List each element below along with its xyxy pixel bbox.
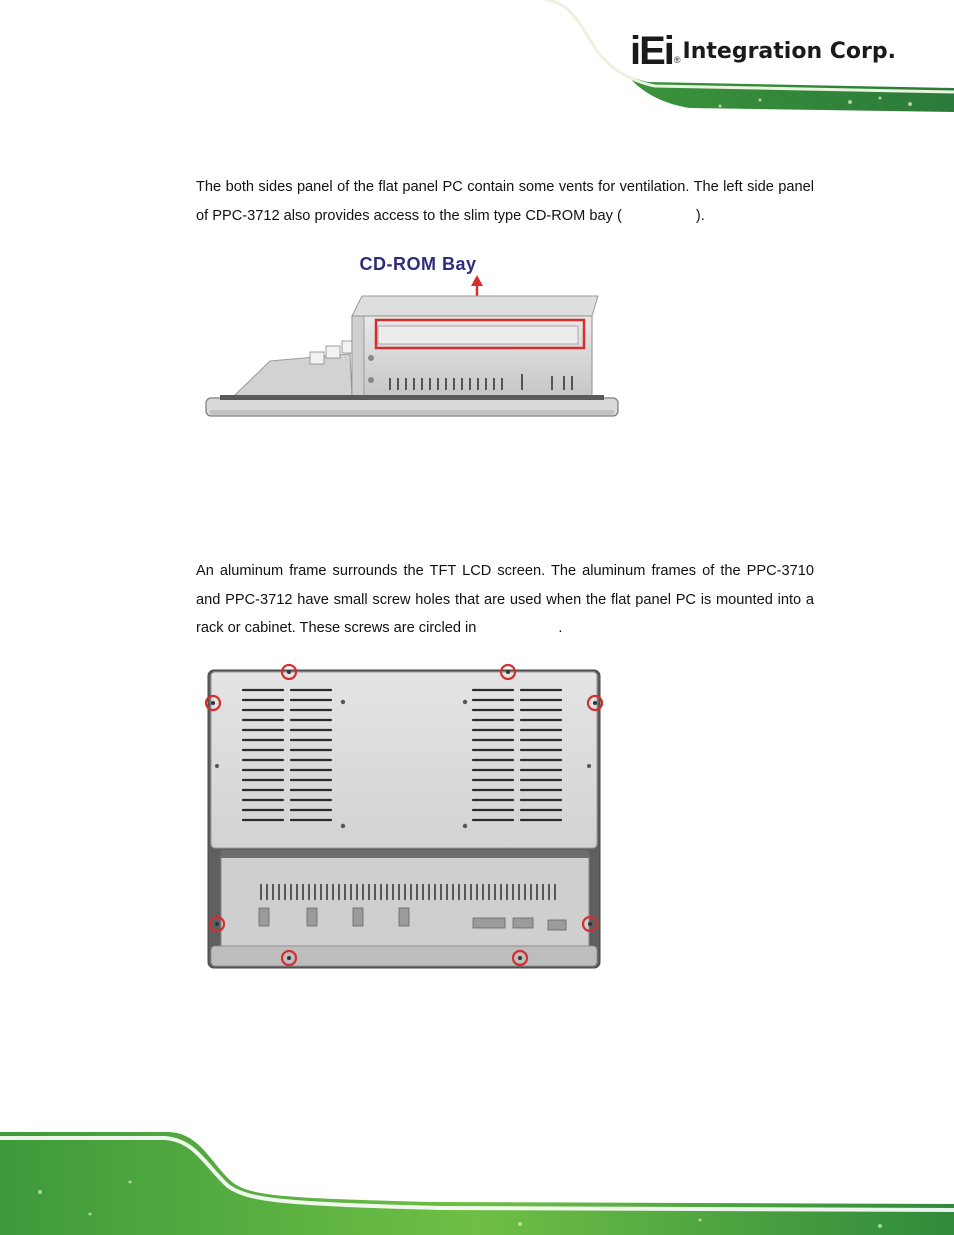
aluminum-frame-paragraph xyxy=(196,557,814,643)
display-rear-panel xyxy=(234,354,352,396)
chassis-top xyxy=(352,296,598,316)
cover-screw xyxy=(215,764,219,768)
screw xyxy=(368,355,374,361)
bezel-gasket xyxy=(220,395,604,400)
cd-rom-bay-label: CD-ROM Bay xyxy=(359,254,477,274)
side-panel-paragraph xyxy=(196,173,814,230)
mounting-screw xyxy=(593,701,597,705)
connector xyxy=(326,346,340,358)
bottom-frame xyxy=(211,946,597,966)
screw xyxy=(368,377,374,383)
brand-logo xyxy=(630,28,896,74)
cd-rom-slot xyxy=(378,326,578,344)
mounting-screw xyxy=(215,922,219,926)
rear-view-figure xyxy=(203,660,605,972)
logo-text: Integration Corp. xyxy=(682,38,896,64)
io-connector-strip xyxy=(221,850,589,858)
mounting-screw xyxy=(287,670,291,674)
cover-screw xyxy=(587,764,591,768)
side-panel-figure xyxy=(200,246,624,442)
cover-screw xyxy=(463,700,467,704)
callout-arrow-head xyxy=(471,275,483,286)
mounting-screw xyxy=(287,956,291,960)
logo-mark: iEi xyxy=(630,29,673,73)
bezel-lip xyxy=(210,410,614,415)
footer-banner xyxy=(0,1132,954,1235)
mounting-screw xyxy=(518,956,522,960)
io-panel xyxy=(221,856,589,946)
cover-screw xyxy=(463,824,467,828)
aluminum-frame-paragraph-text: An aluminum frame surrounds the TFT LCD screen. The aluminum frames of the PPC-3710 and PPC-3712 have small screw holes that are used when the flat panel PC is mounted into a rack or cabinet. These screws are circled in xyxy=(196,563,814,636)
side-panel-paragraph-end: ). xyxy=(695,207,705,224)
chassis-edge xyxy=(352,316,364,398)
cover-screw xyxy=(341,700,345,704)
side-panel-paragraph-text: The both sides panel of the flat panel PC contain some vents for ventilation. The left side panel of PPC-3712 also provides access to the slim type CD-ROM bay ( xyxy=(196,179,814,224)
connector xyxy=(310,352,324,364)
mounting-screw xyxy=(588,922,592,926)
mounting-screw xyxy=(506,670,510,674)
logo-registered-mark: ® xyxy=(673,55,681,65)
mounting-screw xyxy=(211,701,215,705)
aluminum-frame-paragraph-end: . xyxy=(558,620,563,636)
cover-screw xyxy=(341,824,345,828)
